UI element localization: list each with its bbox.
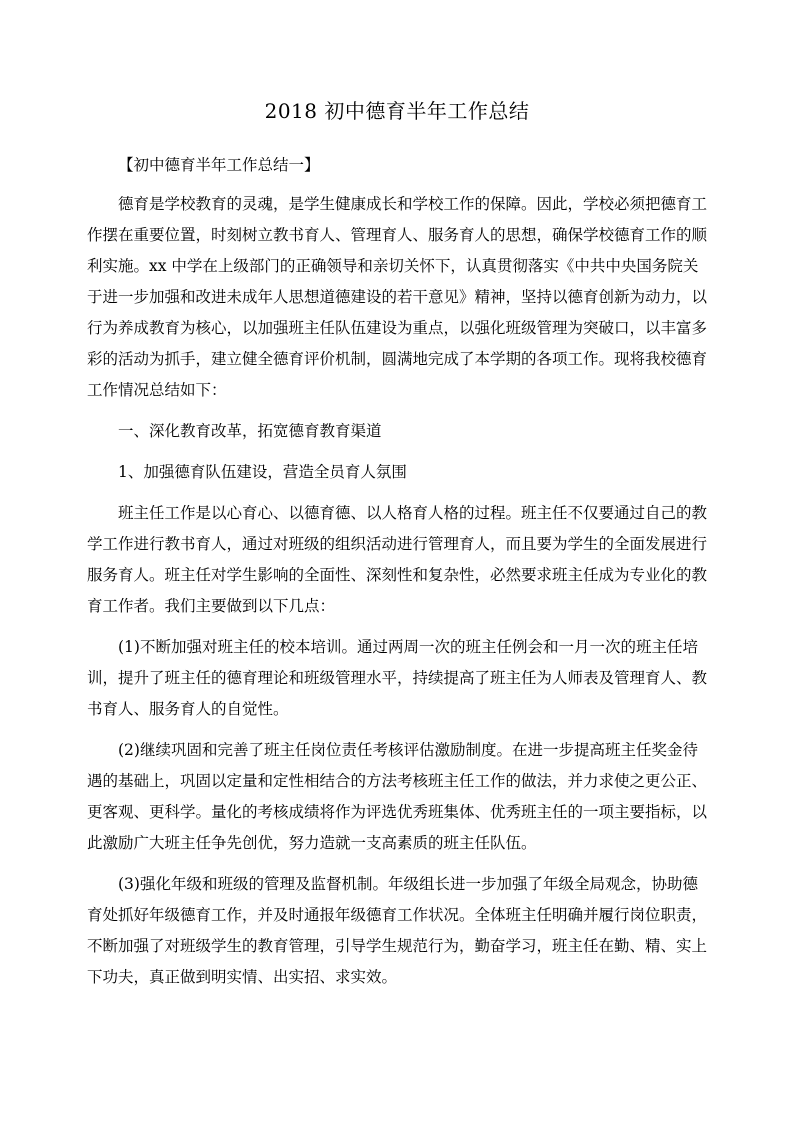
list-item-3: (3)强化年级和班级的管理及监督机制。年级组长进一步加强了年级全局观念，协助德育处抓好年级德育工作，并及时通报年级德育工作状况。全体班主任明确并履行岗位职责，不断加强了对班级学生的教育管理，引导学生规范行为，勤奋学习，班主任在勤、精、实上下功夫，真正做到明实情、出实招、求实效。 [87,875,708,986]
section-heading: 一、深化教育改革，拓宽德育教育渠道 [118,422,382,440]
body-paragraph: 班主任工作是以心育心、以德育德、以人格育人格的过程。班主任不仅要通过自己的教学工作进行教书育人，通过对班级的组织活动进行管理育人，而且要为学生的全面发展进行服务育人。班主任对学生影响的全面性、深刻性和复杂性，必然要求班主任成为专业化的教育工作者。我们主要做到以下几点： [87,504,708,615]
list-item-1: (1)不断加强对班主任的校本培训。通过两周一次的班主任例会和一月一次的班主任培训，提升了班主任的德育理论和班级管理水平，持续提高了班主任为人师表及管理育人、教书育人、服务育人的自觉性。 [87,638,708,718]
document-body [87,150,712,993]
section-subtitle: 【初中德育半年工作总结一】 [118,156,320,174]
list-item-2: (2)继续巩固和完善了班主任岗位责任考核评估激励制度。在进一步提高班主任奖金待遇的基础上，巩固以定量和定性相结合的方法考核班主任工作的做法，并力求使之更公正、更客观、更科学。量化的考核成绩将作为评选优秀班集体、优秀班主任的一项主要指标，以此激励广大班主任争先创优，努力造就一支高素质的班主任队伍。 [87,741,708,852]
intro-paragraph: 德育是学校教育的灵魂，是学生健康成长和学校工作的保障。因此，学校必须把德育工作摆在重要位置，时刻树立教书育人、管理育人、服务育人的思想，确保学校德育工作的顺利实施。xx 中学在上级部门的正确领导和亲切关怀下，认真贯彻落实《中共中央国务院关于进一步加强和改进未成年人思想道德建设的若干意见》精神，坚持以德育创新为动力，以行为养成教育为核心，以加强班主任队伍建设为重点，以强化班级管理为突破口，以丰富多彩的活动为抓手，建立健全德育评价机制，圆满地完成了本学期的各项工作。现将我校德育工作情况总结如下： [87,195,708,399]
document-title: 2018 初中德育半年工作总结 [264,99,530,123]
subsection-heading: 1、加强德育队伍建设，营造全员育人氛围 [118,463,407,481]
